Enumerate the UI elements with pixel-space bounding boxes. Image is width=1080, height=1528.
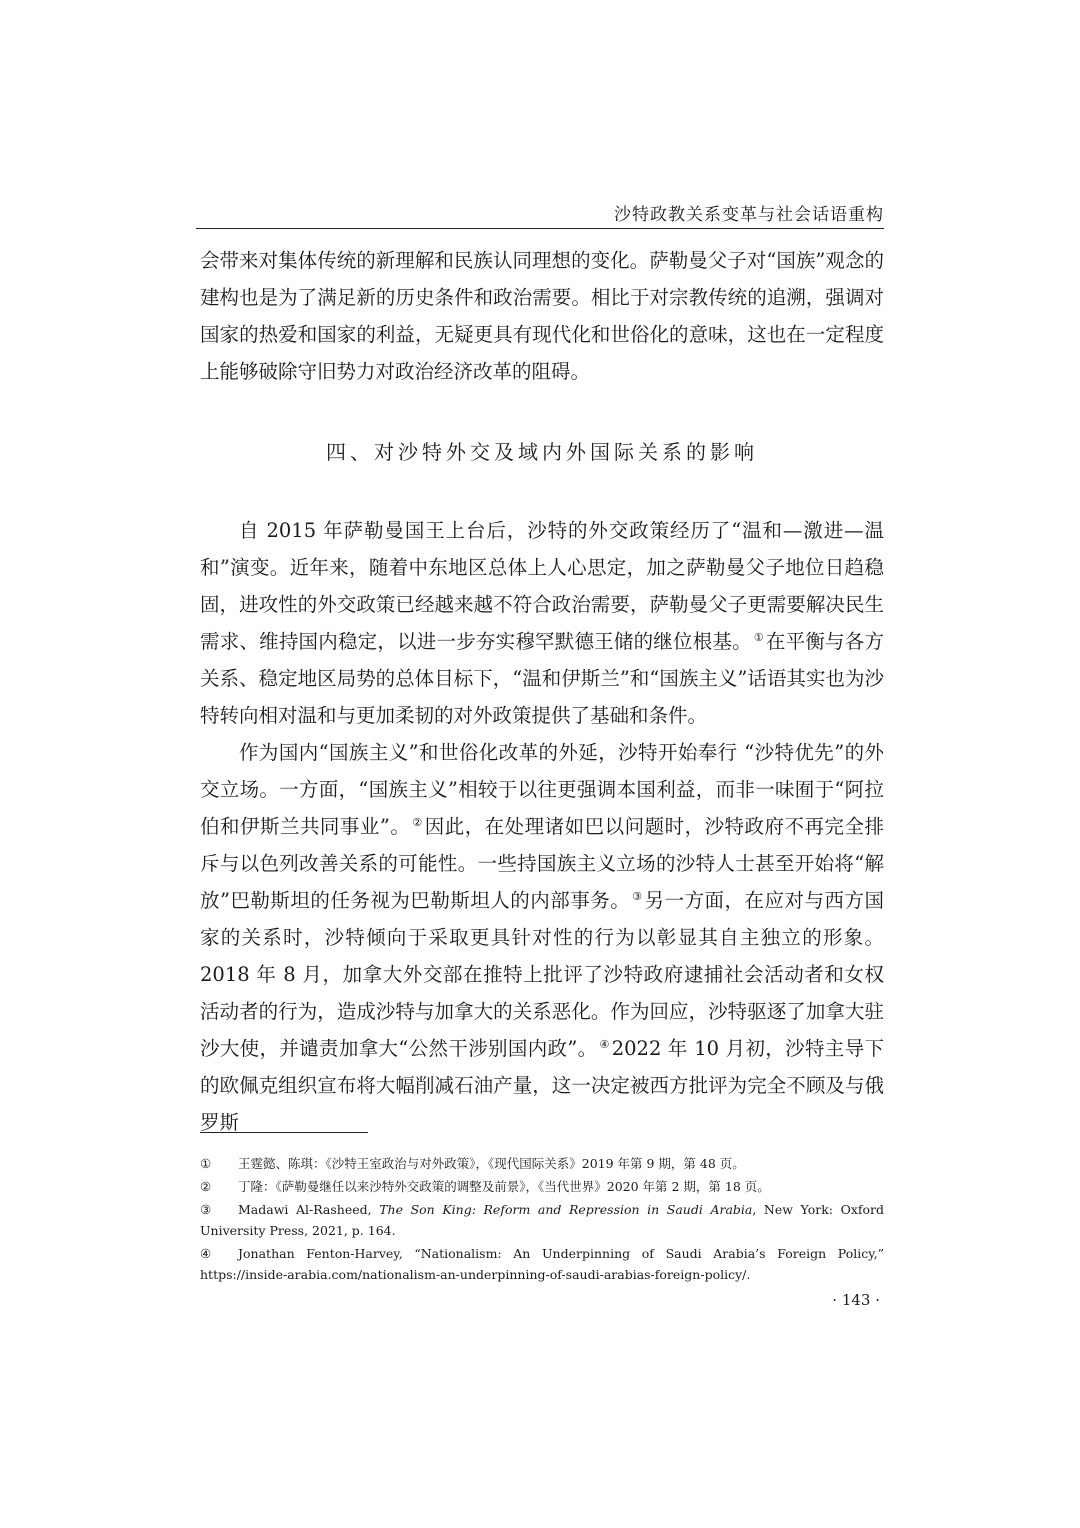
footnote-book-title: The Son King: Reform and Repression in Saudi Arabia bbox=[379, 1202, 753, 1217]
paragraph-2 bbox=[200, 734, 884, 1141]
footnote-text: 丁隆：《萨勒曼继任以来沙特外交政策的调整及前景》，《当代世界》2020 年第 2 期，第 18 页。 bbox=[238, 1179, 770, 1194]
footnotes bbox=[200, 1153, 884, 1287]
paragraph-text: 会带来对集体传统的新理解和民族认同理想的变化。萨勒曼父子对“国族”观念的建构也是为了满足新的历史条件和政治需要。相比于对宗教传统的追溯，强调对国家的热爱和国家的利益，无疑更具有现代化和世俗化的意味，这也在一定程度上能够破除守旧势力对政治经济改革的阻碍。 bbox=[200, 249, 884, 383]
footnote-rule bbox=[200, 1132, 368, 1133]
paragraph-2-part-1: 作为国内“国族主义”和世俗化改革的外延，沙特开始奉行 “沙特优先”的外交立场。一方面，“国族主义”相较于以往更强调本国利益，而非一味囿于“阿拉伯和伊斯兰共同事业”。 bbox=[200, 741, 884, 838]
footnote-ref-2[interactable]: ② bbox=[412, 815, 423, 829]
footnote-mark: ① bbox=[200, 1156, 212, 1171]
paragraph-1-part-1: 自 2015 年萨勒曼国王上台后，沙特的外交政策经历了“温和—激进—温和”演变。近年来，随着中东地区总体上人心思定，加之萨勒曼父子地位日趋稳固，进攻性的外交政策已经越来越不符合政治需要，萨勒曼父子更需要解决民生需求、维持国内稳定，以进一步夯实穆罕默德王储的继位根基。 bbox=[200, 519, 884, 653]
footnote-mark: ② bbox=[200, 1179, 212, 1194]
page-number: · 143 · bbox=[832, 1291, 880, 1309]
footnote-ref-1[interactable]: ① bbox=[753, 630, 764, 644]
paragraph-2-part-4: 2022 年 10 月初，沙特主导下的欧佩克组织宣布将大幅削减石油产量，这一决定被西方批评为完全不顾及与俄罗斯 bbox=[200, 1037, 884, 1134]
footnote-text: Jonathan Fenton-Harvey, “Nationalism: An Underpinning of Saudi Arabia’s Foreign Policy,” https://inside-arabia.com/nationalism-an-underpinning-of-saudi-arabias-foreign-policy/. bbox=[200, 1246, 884, 1282]
running-head: 沙特政教关系变革与社会话语重构 bbox=[614, 205, 884, 225]
footnote-mark: ③ bbox=[200, 1202, 212, 1217]
footnote-3 bbox=[200, 1199, 884, 1241]
header-rule bbox=[196, 228, 884, 229]
paragraph-2-part-3: 另一方面，在应对与西方国家的关系时，沙特倾向于采取更具针对性的行为以彰显其自主独立的形象。2018 年 8 月，加拿大外交部在推特上批评了沙特政府逮捕社会活动者和女权活动者的行为，造成沙特与加拿大的关系恶化。作为回应，沙特驱逐了加拿大驻沙大使，并谴责加拿大“公然干涉别国内政”。 bbox=[200, 889, 884, 1060]
continued-paragraph bbox=[200, 242, 884, 390]
body-section bbox=[200, 512, 884, 1141]
paragraph-1-part-2: 在平衡与各方关系、稳定地区局势的总体目标下，“温和伊斯兰”和“国族主义”话语其实也为沙特转向相对温和与更加柔韧的对外政策提供了基础和条件。 bbox=[200, 630, 884, 727]
footnote-4 bbox=[200, 1243, 884, 1285]
footnote-publication: , New York: Oxford University Press, 2021, p. 164. bbox=[200, 1202, 885, 1238]
paragraph-1 bbox=[200, 512, 884, 734]
footnote-ref-4[interactable]: ④ bbox=[599, 1037, 610, 1051]
section-heading: 四、对沙特外交及域内外国际关系的影响 bbox=[326, 440, 758, 464]
footnote-ref-3[interactable]: ③ bbox=[632, 889, 643, 903]
footnote-author: Madawi Al-Rasheed, bbox=[238, 1202, 380, 1217]
footnote-mark: ④ bbox=[200, 1246, 212, 1261]
footnote-1 bbox=[200, 1153, 884, 1174]
footnote-2 bbox=[200, 1176, 884, 1197]
paragraph-2-part-2: 因此，在处理诸如巴以问题时，沙特政府不再完全排斥与以色列改善关系的可能性。一些持国族主义立场的沙特人士甚至开始将“解放”巴勒斯坦的任务视为巴勒斯坦人的内部事务。 bbox=[200, 815, 884, 912]
footnote-text: 王霆懿、陈琪：《沙特王室政治与对外政策》，《现代国际关系》2019 年第 9 期，第 48 页。 bbox=[238, 1156, 745, 1171]
